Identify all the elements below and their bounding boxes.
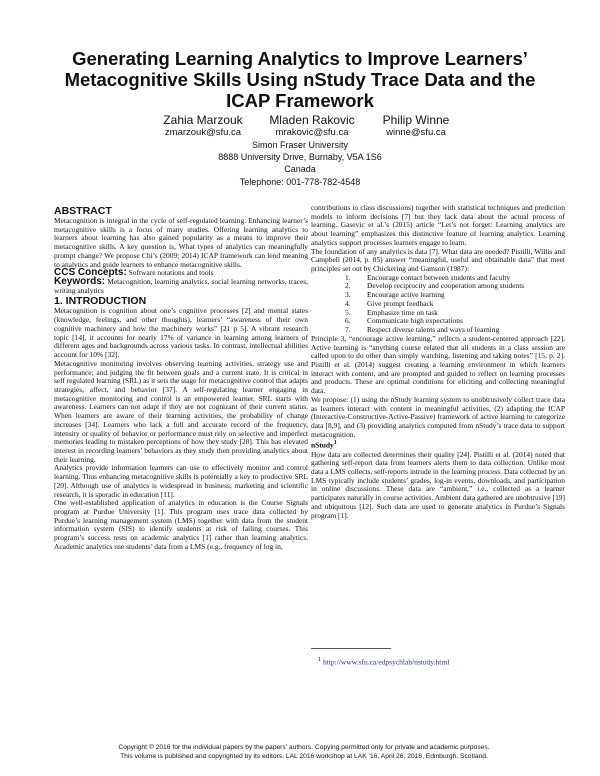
paragraph: The foundation of any analytics is data [7]. What data are needed? Pistilli, Willis and Campbell (2014, p. 85) answer “meaningful, useful and obtainable data” that meet principles set out by Chickering and Gamson (1987):	[311, 246, 565, 274]
paragraph: Principle 3, “encourage active learning,” reflects a student-centered approach [22]. Active learning is “anything course related that all students in a class session are called upon to do other than simply watching, listening and taking notes” [15, p. 2]. Pistilli et al. (2014) suggest creating a learning environment in which learners interact with content, and are prompted and guided to reflect on learning processes and products. These are optimal conditions for eliciting and collecting meaningful data.	[311, 333, 565, 396]
ccs-label: CCS Concepts:	[54, 267, 127, 279]
list-number: 3.	[345, 290, 351, 300]
author-name: Zahia Marzouk	[163, 113, 243, 127]
abstract-heading: ABSTRACT	[54, 205, 112, 217]
footnote-marker: 1	[318, 656, 322, 663]
author-block	[376, 113, 456, 139]
nstudy-heading-text: nStudy	[311, 440, 334, 450]
list-number: 2.	[345, 281, 351, 291]
list-item	[311, 326, 565, 335]
list-text: Respect diverse talents and ways of learning	[367, 325, 500, 335]
paragraph: How data are collected determines their quality [24]. Pistilli et al. (2014) noted that gathering self-report data from learners alerts them to data collection. Unlike most data a LMS collects, self-reports intrude in the learning process. Data collected by an LMS typically include students’ grades, log-in events, downloads, and participation in online discussions. These data are “ambient,” i.e., collected as a learner participates naturally in course activities. Ambient data gathered are unobtrusive [19] and ubiquitous [12]. Such data are used to generate analytics in Purdue’s Signals program [1].	[311, 449, 565, 520]
copyright-notice	[54, 744, 554, 761]
author-block	[262, 113, 362, 139]
list-number: 1.	[345, 272, 351, 282]
keywords	[54, 278, 308, 295]
address: 8888 University Drive, Burnaby, V5A 1S6	[218, 152, 382, 163]
author-email[interactable]: zmarzouk@sfu.ca	[164, 127, 242, 138]
author-name: Mladen Rakovic	[269, 113, 355, 127]
paragraph: Analytics provide information learners can use to effectively monitor and control learning. Thus enhancing metacognitive skills is potentially a key to productive SRL [20]. Although use of analytics is widespread in business, marketing and scientific research, it is sporadic in education [11].	[54, 463, 308, 499]
paragraph: Metacognitive monitoring involves observing learning activities, strategy use and performance; and judging the fit between goals and a current state. It is critical in self regulated learning (SRL) as it sets the stage for metacognitive control that adapts strategies, affect, and behavior [37]. A self-regulating learner engaging in metacognitive monitoring and control is an empowered learner. SRL starts with awareness. Learners can not adapt if they are not cognizant of their current status. When learners are aware of their learning activities, the probability of change increases [34]. Learners who lack a full and accurate record of the frequency, intensity or quality of behavior or performance must rely on selective and imperfect memories leading to mistaken perceptions of how they study [28]. This has elevated interest in recording learners’ behaviors as they study then providing analytics about their learning.	[54, 358, 308, 464]
list-text: Encourage active learning	[367, 290, 445, 300]
list-text: Give prompt feedback	[367, 298, 434, 308]
nstudy-heading	[311, 439, 565, 450]
ccs-text: Software notations and tools	[128, 268, 214, 278]
right-column	[311, 204, 565, 520]
author-block	[158, 113, 248, 139]
list-number: 4.	[345, 298, 351, 308]
list-text: Encourage contact between students and faculty	[367, 272, 511, 282]
list-text: Emphasize time on task	[367, 307, 438, 317]
copyright-line: This volume is published and copyrighted by its editors. LAL 2016 workshop at LAK ’16, April 26, 2016, Edinburgh, Scotland.	[120, 752, 488, 760]
affiliation	[150, 139, 450, 188]
list-number: 5.	[345, 307, 351, 317]
introduction-heading: 1. INTRODUCTION	[54, 295, 147, 308]
list-text: Develop reciprocity and cooperation among students	[367, 281, 525, 291]
paper-title: Generating Learning Analytics to Improve Learners’ Metacognitive Skills Using nStudy Trace Data and the ICAP Framework	[64, 48, 536, 111]
footnote-divider	[311, 648, 391, 649]
keywords-text: Metacognition, learning analytics, social learning networks, traces, writing analytics	[54, 277, 308, 295]
footnote-link[interactable]: http://www.sfu.ca/edpsychlab/nstudy.html	[323, 657, 450, 667]
paragraph: contributions to class discussions) together with statistical techniques and prediction models to inform decisions [7] but they lack data about the actual process of learning. Gasevic et al.’s (2015) article “Let’s not forget: Learning analytics are about learning” emphasizes this distinctive feature of learning analytics. Learning analytics support processes learners engage to learn.	[311, 203, 565, 247]
author-email[interactable]: mrakovic@sfu.ca	[275, 127, 349, 138]
paragraph: We propose: (1) using the nStudy learning system to unobtrusively collect trace data as learners interact with content in meaningful activities, (2) adapting the ICAP (Interactive-Constructive-Active-Passive) framework of active learning to categorize data [8,9], and (3) providing analytics computed from nStudy’s trace data to support metacognition.	[311, 394, 565, 439]
left-column	[54, 205, 308, 552]
list-text: Communicate high expectations	[367, 316, 463, 326]
abstract-text: Metacognition is integral in the cycle of self-regulated learning. Enhancing learner’s metacognitive skills is a focus of many studies. Offering learning analytics to learners about learning has also gained popularity as a means to improve their metacognitive skills. A key question is, What types of analytics can meaningfully prompt change? We propose Chi’s (2009; 2014) ICAP framework can lend meaning to analytics and guide learners to enhance metacognitive skills.	[54, 216, 308, 269]
country: Canada	[284, 164, 316, 175]
institution: Simon Fraser University	[251, 140, 349, 150]
paragraph: One well-established application of analytics in education is the Course Signals program at Purdue University [1]. This program uses trace data collected by Purdue’s learning management system (LMS) together with data from the student information system (SIS) to identify students at risk of failing courses. This program’s success rests on academic analytics [1] rather than learning analytics. Academic analytics use students’ data from a LMS (e.g., frequency of log in,	[54, 498, 308, 551]
footnote	[318, 656, 568, 667]
telephone: Telephone: 001-778-782-4548	[239, 176, 361, 187]
footnote-ref[interactable]: 1	[333, 439, 337, 447]
author-email[interactable]: winne@sfu.ca	[386, 127, 446, 138]
list-number: 6.	[345, 316, 351, 326]
paragraph: Metacognition is cognition about one’s cognitive processes [2] and mental states (knowledge, feelings, and other thoughts), learners’ “awareness of their own cognitive machinery and how the machinery works” [21 p 5]. A vibrant research topic [14], it accounts for nearly 17% of variance in learning among learners of different ages and backgrounds across various tasks. In contrast, intellectual abilities account for 10% [32].	[54, 306, 308, 360]
author-name: Philip Winne	[382, 113, 450, 127]
principles-list	[311, 274, 565, 335]
list-number: 7.	[345, 325, 351, 335]
copyright-line: Copyright © 2016 for the individual papers by the papers' authors. Copying permitted only for private and academic purposes.	[118, 744, 490, 751]
keywords-label: Keywords:	[54, 276, 106, 288]
